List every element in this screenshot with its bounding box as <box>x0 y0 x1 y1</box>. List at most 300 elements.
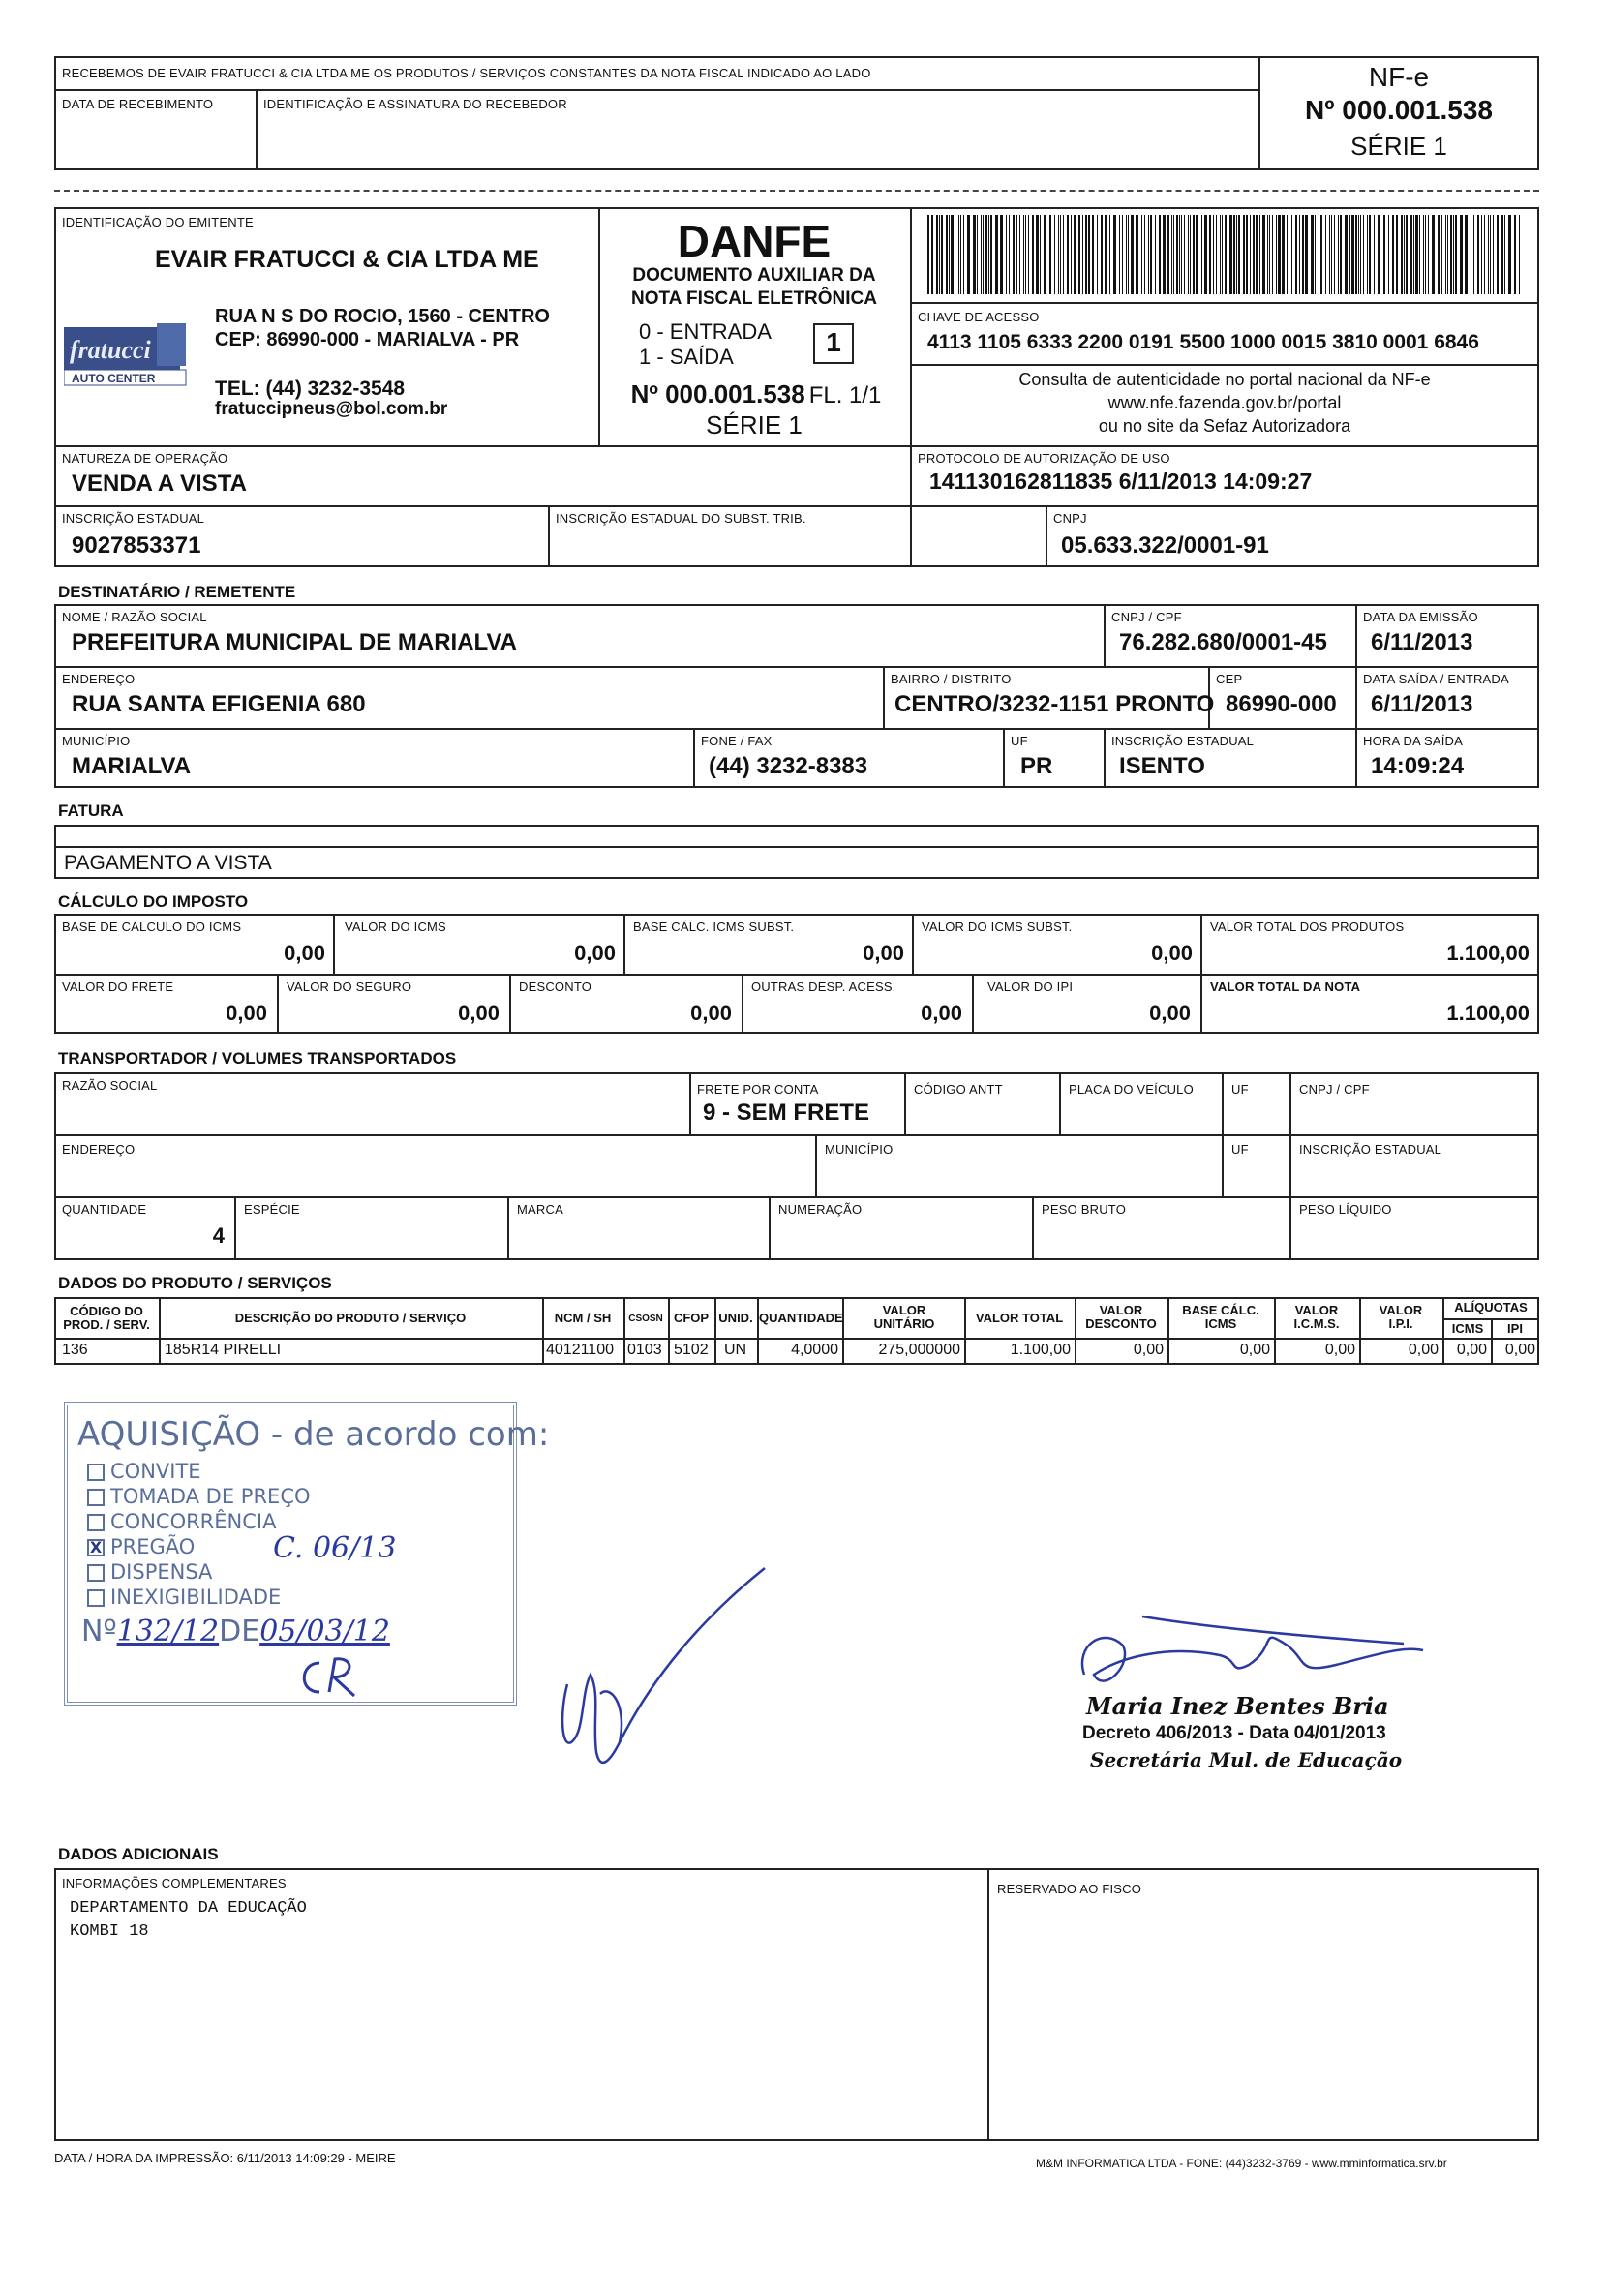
barcode-bar <box>1329 215 1330 294</box>
cell-icms: 0,00 <box>1324 1342 1355 1358</box>
th-ipi: VALOR I.P.I. <box>1379 1303 1423 1331</box>
emitter-ie-st-label: INSCRIÇÃO ESTADUAL DO SUBST. TRIB. <box>556 511 806 526</box>
emitter-ie: 9027853371 <box>72 532 201 559</box>
barcode-bar <box>1078 215 1080 294</box>
products-section-title: DADOS DO PRODUTO / SERVIÇOS <box>58 1274 332 1292</box>
barcode-bar <box>1410 215 1412 294</box>
th-csosn: CSOSN <box>628 1314 663 1324</box>
barcode-bar <box>1465 215 1468 294</box>
barcode-bar <box>1340 215 1342 294</box>
barcode-bar <box>1253 215 1255 294</box>
barcode-bar <box>1188 215 1189 294</box>
barcode-bar <box>1216 215 1217 294</box>
barcode <box>927 215 1524 294</box>
district-value: CENTRO/3232-1151 PRONTO <box>894 691 1215 717</box>
stamp-title: AQUISIÇÃO - de acordo com: <box>77 1415 550 1454</box>
barcode-bar <box>1109 215 1110 294</box>
exit-time: 14:09:24 <box>1371 753 1465 779</box>
freight-label: VALOR DO FRETE <box>62 980 174 994</box>
barcode-bar <box>1360 215 1361 294</box>
tax-section-title: CÁLCULO DO IMPOSTO <box>58 892 249 911</box>
barcode-bar <box>1119 215 1120 294</box>
barcode-bar <box>1013 215 1015 294</box>
barcode-bar <box>985 215 987 294</box>
discount-label: DESCONTO <box>519 980 592 994</box>
cep-label: CEP <box>1216 672 1243 686</box>
secretary-decree: Decreto 406/2013 - Data 04/01/2013 <box>1082 1723 1386 1743</box>
antt-label: CÓDIGO ANTT <box>914 1082 1003 1097</box>
barcode-bar <box>1016 215 1017 294</box>
barcode-bar <box>1363 215 1364 294</box>
barcode-bar <box>1243 215 1245 294</box>
gross-weight-label: PESO BRUTO <box>1042 1202 1127 1217</box>
exit-time-label: HORA DA SAÍDA <box>1363 734 1464 748</box>
insurance-value: 0,00 <box>458 1001 500 1025</box>
th-qty: QUANTIDADE <box>759 1311 843 1325</box>
icms-value-label: VALOR DO ICMS <box>345 920 446 934</box>
barcode-bar <box>1088 215 1090 294</box>
stamp-opt5-label: DISPENSA <box>110 1560 213 1584</box>
barcode-bar <box>939 215 940 294</box>
recipient-cnpj: 76.282.680/0001-45 <box>1119 629 1327 655</box>
acquisition-stamp <box>64 1402 550 1706</box>
barcode-bar <box>1054 215 1055 294</box>
info-line-2: KOMBI 18 <box>70 1922 149 1941</box>
barcode-bar <box>1351 215 1354 294</box>
barcode-bar <box>960 215 961 294</box>
freight-mode: 9 - SEM FRETE <box>703 1100 870 1126</box>
barcode-bar <box>1392 215 1394 294</box>
barcode-bar <box>1144 215 1145 294</box>
other-expenses-label: OUTRAS DESP. ACESS. <box>751 980 896 994</box>
barcode-bar <box>1201 215 1202 294</box>
barcode-bar <box>1488 215 1489 294</box>
th-disc: VALOR DESCONTO <box>1085 1303 1157 1331</box>
logo-subtitle: AUTO CENTER <box>72 372 156 385</box>
barcode-bar <box>1299 215 1300 294</box>
cell-disc: 0,00 <box>1133 1342 1164 1358</box>
cell-base: 0,00 <box>1239 1342 1270 1358</box>
checkbox-concorrencia <box>87 1514 105 1531</box>
note-total-label: VALOR TOTAL DA NOTA <box>1210 980 1361 994</box>
barcode-bar <box>1105 215 1107 294</box>
barcode-bar <box>1481 215 1482 294</box>
cell-desc: 185R14 PIRELLI <box>165 1342 282 1358</box>
cell-ncm: 40121100 <box>546 1342 614 1358</box>
barcode-bar <box>1167 215 1169 294</box>
barcode-bar <box>1049 215 1051 294</box>
cell-cfop: 5102 <box>674 1342 709 1358</box>
protocol-label: PROTOCOLO DE AUTORIZAÇÃO DE USO <box>918 451 1170 466</box>
barcode-bar <box>1196 215 1198 294</box>
barcode-bar <box>1092 215 1094 294</box>
emitter-label: IDENTIFICAÇÃO DO EMITENTE <box>62 215 254 229</box>
barcode-bar <box>1233 215 1235 294</box>
barcode-bar <box>1504 215 1505 294</box>
invoice-section-title: FATURA <box>58 801 124 820</box>
barcode-bar <box>1213 215 1214 294</box>
consult-line-3: ou no site da Sefaz Autorizadora <box>1098 416 1351 436</box>
emitter-cnpj: 05.633.322/0001-91 <box>1061 532 1269 559</box>
danfe-sheet: FL. 1/1 <box>808 382 882 408</box>
barcode-bar <box>1097 215 1098 294</box>
barcode-bar <box>1378 215 1380 294</box>
city-value: MARIALVA <box>72 753 192 779</box>
icms-base-label: BASE DE CÁLCULO DO ICMS <box>62 920 242 934</box>
barcode-bar <box>1415 215 1418 294</box>
stamp-opt6-label: INEXIGIBILIDADE <box>110 1586 282 1609</box>
th-ncm: NCM / SH <box>554 1311 612 1325</box>
recipient-cnpj-label: CNPJ / CPF <box>1111 610 1182 624</box>
barcode-bar <box>1060 215 1061 294</box>
barcode-bar <box>1028 215 1029 294</box>
barcode-bar <box>1514 215 1516 294</box>
barcode-bar <box>1453 215 1454 294</box>
emitter-ie-label: INSCRIÇÃO ESTADUAL <box>62 511 205 526</box>
discount-value: 0,00 <box>690 1001 732 1025</box>
barcode-bar <box>1101 215 1103 294</box>
barcode-bar <box>1150 215 1152 294</box>
barcode-bar <box>1204 215 1207 294</box>
barcode-bar <box>1450 215 1452 294</box>
barcode-bar <box>1413 215 1414 294</box>
barcode-bar <box>1259 215 1260 294</box>
barcode-bar <box>1438 215 1440 294</box>
barcode-bar <box>1085 215 1087 294</box>
district-label: BAIRRO / DISTRITO <box>891 672 1012 686</box>
recipient-address-label: ENDEREÇO <box>62 672 136 686</box>
barcode-bar <box>1269 215 1270 294</box>
cell-aliq-ipi: 0,00 <box>1504 1342 1535 1358</box>
barcode-bar <box>1181 215 1182 294</box>
nfe-title: NF-e <box>1368 62 1430 92</box>
consult-line-2: www.nfe.fazenda.gov.br/portal <box>1107 393 1342 412</box>
barcode-bar <box>1179 215 1180 294</box>
cell-qty: 4,0000 <box>791 1342 838 1358</box>
th-aliq-icms: ICMS <box>1451 1321 1484 1336</box>
phone-label: FONE / FAX <box>701 734 773 748</box>
stamp-number-line <box>81 1615 390 1648</box>
barcode-bar <box>1238 215 1240 294</box>
barcode-bar <box>958 215 959 294</box>
products-total: 1.100,00 <box>1446 941 1530 965</box>
barcode-bar <box>1493 215 1494 294</box>
stamp-option-dispensa <box>87 1560 212 1584</box>
th-aliquotas: ALÍQUOTAS <box>1454 1300 1528 1314</box>
barcode-bar <box>1019 215 1020 294</box>
brand-label: MARCA <box>517 1202 563 1217</box>
barcode-bar <box>1131 215 1134 294</box>
danfe-number-value: Nº 000.001.538 <box>630 379 805 408</box>
st-value-label: VALOR DO ICMS SUBST. <box>922 920 1073 934</box>
additional-section-title: DADOS ADICIONAIS <box>58 1845 219 1863</box>
barcode-bar <box>1374 215 1375 294</box>
barcode-bar <box>1383 215 1385 294</box>
carrier-uf-label-2: UF <box>1231 1142 1249 1157</box>
plate-label: PLACA DO VEÍCULO <box>1069 1082 1194 1097</box>
software-company: M&M INFORMATICA LTDA - FONE: (44)3232-3769 - www.mminformatica.srv.br <box>1036 2157 1447 2170</box>
stamp-option-inexigibilidade <box>87 1586 281 1609</box>
emitter-name: EVAIR FRATUCCI & CIA LTDA ME <box>155 246 539 273</box>
exit-date: 6/11/2013 <box>1371 691 1473 717</box>
barcode-bar <box>1176 215 1178 294</box>
barcode-bar <box>977 215 978 294</box>
stamp-prefix: Nº <box>81 1615 117 1648</box>
danfe-series: SÉRIE 1 <box>706 410 803 439</box>
checkbox-convite <box>87 1464 105 1481</box>
barcode-bar <box>941 215 943 294</box>
barcode-bar <box>1171 215 1172 294</box>
barcode-bar <box>1295 215 1297 294</box>
barcode-bar <box>1036 215 1039 294</box>
barcode-bar <box>981 215 982 294</box>
danfe-entrada: 0 - ENTRADA <box>639 319 772 344</box>
barcode-bar <box>949 215 950 294</box>
barcode-bar <box>1302 215 1304 294</box>
freight-mode-label: FRETE POR CONTA <box>697 1082 819 1097</box>
emitter-cep: CEP: 86990-000 - MARIALVA - PR <box>215 329 520 350</box>
th-total: VALOR TOTAL <box>975 1311 1064 1325</box>
barcode-bar <box>1071 215 1072 294</box>
recipient-name-label: NOME / RAZÃO SOCIAL <box>62 610 207 624</box>
info-label: INFORMAÇÕES COMPLEMENTARES <box>62 1876 287 1890</box>
barcode-bar <box>1508 215 1511 294</box>
cell-aliq-icms: 0,00 <box>1456 1342 1487 1358</box>
barcode-bar <box>988 215 989 294</box>
barcode-bar <box>973 215 976 294</box>
barcode-bar <box>1209 215 1211 294</box>
emitter-cnpj-label: CNPJ <box>1053 511 1087 526</box>
barcode-bar <box>1262 215 1265 294</box>
carrier-city-label: MUNICÍPIO <box>825 1142 894 1157</box>
recipient-name: PREFEITURA MUNICIPAL DE MARIALVA <box>72 629 517 655</box>
barcode-bar <box>927 215 929 294</box>
barcode-bar <box>1345 215 1348 294</box>
other-expenses-value: 0,00 <box>921 1001 962 1025</box>
nature-label: NATUREZA DE OPERAÇÃO <box>62 451 228 466</box>
barcode-bar <box>951 215 954 294</box>
barcode-bar <box>1404 215 1405 294</box>
checkbox-tomada <box>87 1489 105 1506</box>
barcode-bar <box>1477 215 1479 294</box>
carrier-cnpj-label: CNPJ / CPF <box>1299 1082 1370 1097</box>
barcode-bar <box>1447 215 1448 294</box>
th-unid: UNID. <box>718 1311 753 1325</box>
barcode-bar <box>1501 215 1503 294</box>
volume-qty-label: QUANTIDADE <box>62 1202 147 1217</box>
barcode-bar <box>1388 215 1389 294</box>
barcode-bar <box>1325 215 1326 294</box>
barcode-bar <box>1190 215 1191 294</box>
barcode-bar <box>1159 215 1161 294</box>
numbering-label: NUMERAÇÃO <box>778 1202 863 1217</box>
protocol-value: 141130162811835 6/11/2013 14:09:27 <box>929 468 1313 494</box>
barcode-bar <box>1519 215 1520 294</box>
icms-base: 0,00 <box>284 941 325 965</box>
barcode-bar <box>1141 215 1142 294</box>
barcode-bar <box>1441 215 1442 294</box>
barcode-bar <box>1000 215 1003 294</box>
checkbox-pregao-checked: X <box>87 1539 105 1556</box>
barcode-bar <box>1432 215 1435 294</box>
nfe-number: Nº 000.001.538 <box>1305 95 1493 125</box>
barcode-bar <box>1355 215 1357 294</box>
barcode-bar <box>1222 215 1223 294</box>
barcode-bar <box>1236 215 1237 294</box>
barcode-bar <box>1025 215 1026 294</box>
th-unit: VALOR UNITÁRIO <box>873 1303 935 1331</box>
th-base: BASE CÁLC. ICMS <box>1182 1303 1259 1331</box>
barcode-bar <box>1287 215 1288 294</box>
barcode-bar <box>1460 215 1463 294</box>
barcode-bar <box>1044 215 1046 294</box>
barcode-bar <box>1367 215 1368 294</box>
barcode-bar <box>1369 215 1371 294</box>
emission-date: 6/11/2013 <box>1371 629 1473 655</box>
barcode-bar <box>1291 215 1292 294</box>
barcode-bar <box>963 215 964 294</box>
th-aliq-ipi: IPI <box>1507 1321 1523 1336</box>
barcode-bar <box>1276 215 1277 294</box>
barcode-bar <box>936 215 938 294</box>
access-key: 4113 1105 6333 2200 0191 5500 1000 0015 3810 0001 6846 <box>927 331 1479 353</box>
transport-section-title: TRANSPORTADOR / VOLUMES TRANSPORTADOS <box>58 1049 457 1068</box>
barcode-bar <box>983 215 984 294</box>
barcode-bar <box>1484 215 1485 294</box>
barcode-bar <box>1128 215 1129 294</box>
danfe-title: DANFE <box>677 216 832 266</box>
barcode-bar <box>1229 215 1232 294</box>
stamp-option-concorrencia <box>87 1510 276 1533</box>
recipient-address: RUA SANTA EFIGENIA 680 <box>72 691 366 717</box>
barcode-bar <box>1419 215 1420 294</box>
cut-line <box>54 190 1539 192</box>
barcode-bar <box>1423 215 1424 294</box>
nature-value: VENDA A VISTA <box>72 470 247 497</box>
invoice-block <box>54 825 1539 879</box>
barcode-bar <box>1040 215 1041 294</box>
barcode-bar <box>1225 215 1227 294</box>
th-icms: VALOR I.C.M.S. <box>1293 1303 1340 1331</box>
phone-value: (44) 3232-8383 <box>709 753 868 779</box>
uf-value: PR <box>1020 753 1053 779</box>
barcode-bar <box>1497 215 1499 294</box>
stamp-date: 05/03/12 <box>259 1615 390 1648</box>
carrier-uf-label: UF <box>1231 1082 1249 1097</box>
barcode-bar <box>1136 215 1138 294</box>
emitter-phone: TEL: (44) 3232-3548 <box>215 378 406 400</box>
barcode-bar <box>1278 215 1281 294</box>
checkbox-inexigibilidade <box>87 1589 105 1607</box>
volume-qty: 4 <box>212 1224 225 1248</box>
access-key-label: CHAVE DE ACESSO <box>918 310 1040 324</box>
fisco-label: RESERVADO AO FISCO <box>997 1882 1142 1896</box>
barcode-bar <box>1148 215 1149 294</box>
recipient-ie-label: INSCRIÇÃO ESTADUAL <box>1111 734 1255 748</box>
barcode-bar <box>1122 215 1123 294</box>
th-code: CÓDIGO DO PROD. / SERV. <box>63 1304 150 1332</box>
cell-ipi: 0,00 <box>1408 1342 1439 1358</box>
barcode-bar <box>1401 215 1403 294</box>
cell-total: 1.100,00 <box>1010 1342 1071 1358</box>
barcode-bar <box>1338 215 1339 294</box>
barcode-bar <box>1193 215 1195 294</box>
receipt-header: RECEBEMOS DE EVAIR FRATUCCI & CIA LTDA ME OS PRODUTOS / SERVIÇOS CONSTANTES DA NOTA FISCAL INDICADO AO LADO <box>62 66 871 80</box>
st-base: 0,00 <box>863 941 904 965</box>
checkbox-dispensa <box>87 1564 105 1582</box>
stamp-option-convite <box>87 1460 201 1483</box>
barcode-bar <box>1074 215 1076 294</box>
stamp-initials <box>290 1653 387 1702</box>
barcode-bar <box>1063 215 1064 294</box>
net-weight-label: PESO LÍQUIDO <box>1299 1202 1392 1217</box>
cell-unid: UN <box>724 1342 747 1358</box>
barcode-bar <box>1311 215 1314 294</box>
barcode-bar <box>1267 215 1268 294</box>
stamp-option-tomada <box>87 1485 311 1508</box>
barcode-bar <box>1282 215 1285 294</box>
stamp-number: 132/12 <box>116 1615 220 1648</box>
barcode-bar <box>990 215 992 294</box>
city-label: MUNICÍPIO <box>62 734 131 748</box>
stamp-option-pregao <box>87 1535 195 1558</box>
freight-value: 0,00 <box>226 1001 267 1025</box>
cep-value: 86990-000 <box>1226 691 1337 717</box>
stamp-opt3-label: CONCORRÊNCIA <box>110 1510 277 1533</box>
barcode-bar <box>1126 215 1127 294</box>
carrier-name-label: RAZÃO SOCIAL <box>62 1078 158 1093</box>
barcode-bar <box>1490 215 1491 294</box>
barcode-bar <box>1058 215 1059 294</box>
insurance-label: VALOR DO SEGURO <box>287 980 412 994</box>
barcode-bar <box>1331 215 1332 294</box>
carrier-address-label: ENDEREÇO <box>62 1142 136 1157</box>
carrier-ie-label: INSCRIÇÃO ESTADUAL <box>1299 1142 1442 1157</box>
secretary-name: Maria Inez Bentes Bria <box>1086 1692 1389 1720</box>
barcode-bar <box>1246 215 1248 294</box>
cell-csosn: 0103 <box>627 1342 662 1358</box>
barcode-bar <box>1320 215 1322 294</box>
ipi-label: VALOR DO IPI <box>987 980 1074 994</box>
barcode-bar <box>1358 215 1359 294</box>
recipient-section-title: DESTINATÁRIO / REMETENTE <box>58 583 296 601</box>
barcode-bar <box>1455 215 1457 294</box>
barcode-bar <box>1032 215 1034 294</box>
barcode-bar <box>1315 215 1316 294</box>
st-value: 0,00 <box>1151 941 1193 965</box>
receipt-sign-label: IDENTIFICAÇÃO E ASSINATURA DO RECEBEDOR <box>263 97 567 111</box>
barcode-bar <box>931 215 933 294</box>
barcode-bar <box>1406 215 1408 294</box>
barcode-bar <box>946 215 948 294</box>
barcode-bar <box>1250 215 1251 294</box>
info-line-1: DEPARTAMENTO DA EDUCAÇÃO <box>70 1899 307 1918</box>
barcode-bar <box>1113 215 1116 294</box>
consult-line-1: Consulta de autenticidade no portal nacional da NF-e <box>1018 370 1431 389</box>
stamp-de: DE <box>219 1615 260 1648</box>
logo-wordmark: fratucci <box>70 336 151 364</box>
barcode-bar <box>1349 215 1350 294</box>
barcode-bar <box>967 215 970 294</box>
barcode-bar <box>1305 215 1308 294</box>
ipi-value: 0,00 <box>1149 1001 1191 1025</box>
barcode-bar <box>1334 215 1335 294</box>
payment-value: PAGAMENTO A VISTA <box>64 852 272 874</box>
danfe-number <box>606 379 906 409</box>
barcode-bar <box>995 215 998 294</box>
cell-unit: 275,000000 <box>878 1342 960 1358</box>
danfe-subtitle-1: DOCUMENTO AUXILIAR DA <box>632 265 876 286</box>
